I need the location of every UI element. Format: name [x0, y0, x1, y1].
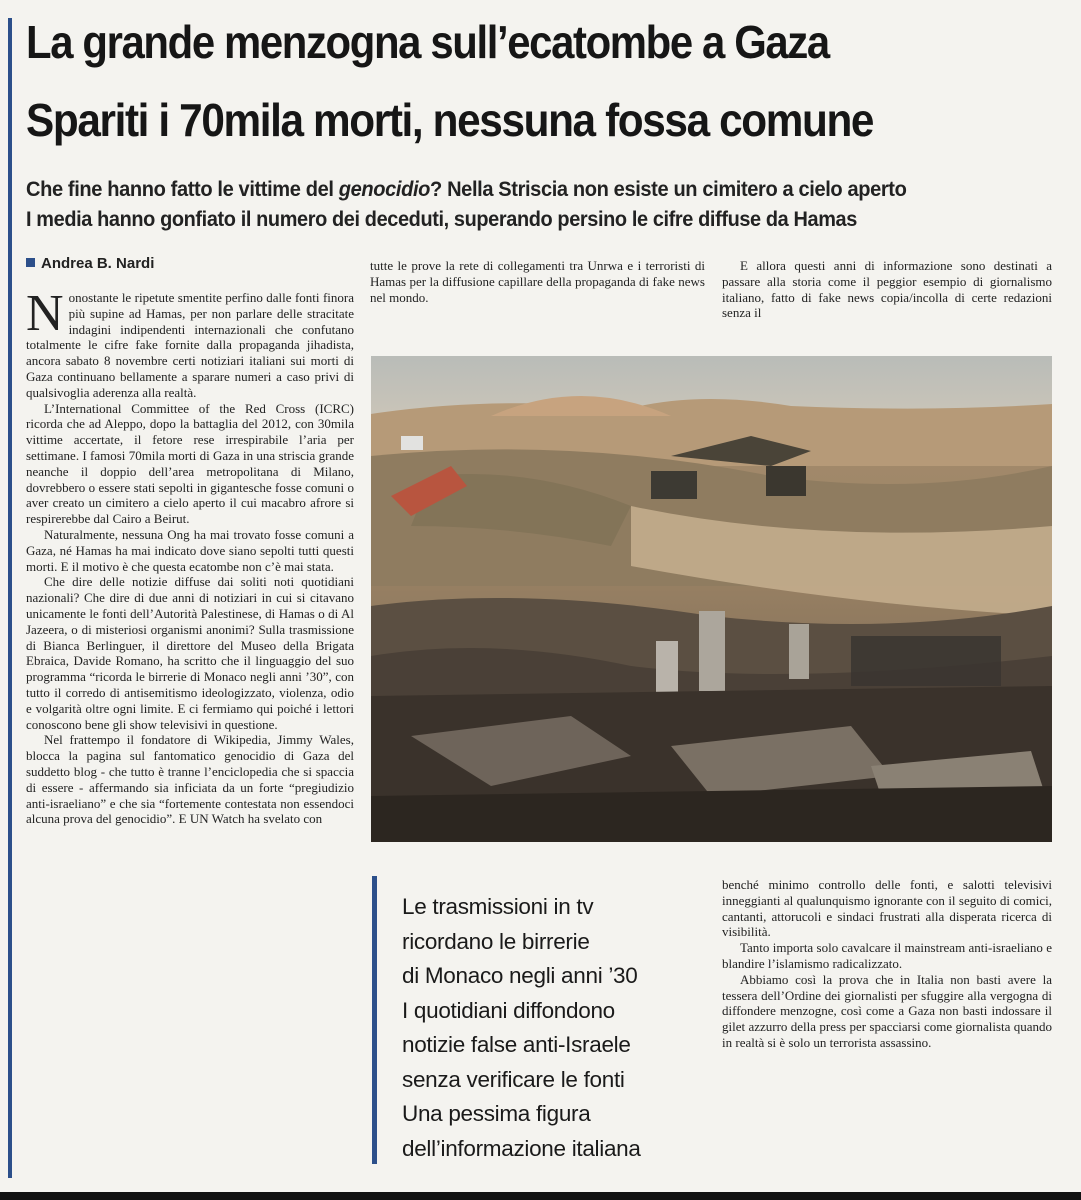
pullquote-line: Una pessima figura	[402, 1101, 591, 1126]
gaza-rubble-photo	[371, 356, 1052, 842]
article-paragraph: E allora questi anni di informazione sono destinati a passare alla storia come il peggior esempio di giornalismo italiano, fatto di fake news copia/incolla di certe redazioni senza il	[722, 258, 1052, 321]
author-name: Andrea B. Nardi	[41, 255, 155, 272]
headline-line-1: La grande menzogna sull’ecatombe a Gaza	[26, 16, 829, 68]
pullquote-line: ricordano le birrerie	[402, 928, 590, 954]
pullquote-line: dell’informazione italiana	[402, 1135, 641, 1161]
article-column-1	[26, 290, 354, 1160]
article-paragraph: Nonostante le ripetute smentite perfino dalle fonti finora più supine ad Hamas, per non parlare delle stracitate indagini indipendenti internazionali che confutano totalmente le cifre fake fornite dalla propaganda jihadista, ancora sabato 8 novembre certi notiziari italiani sui morti di Gaza continuano bellamente a sparare numeri a caso privi di qualsivoglia aderenza alla realtà.	[26, 290, 354, 400]
headline-line-2: Spariti i 70mila morti, nessuna fossa comune	[26, 94, 874, 146]
byline	[26, 255, 154, 272]
article-paragraph: benché minimo controllo delle fonti, e salotti televisivi inneggianti al qualunquismo ignorante con il seguito di comici, cantanti, attorucoli e sindaci frustrati alla disperata ricerca di visibilità.	[722, 877, 1052, 940]
subheadline-line-2: I media hanno gonfiato il numero dei deceduti, superando persino le cifre diffuse da Hamas	[26, 208, 857, 231]
pullquote	[402, 890, 720, 1166]
article-paragraph: Naturalmente, nessuna Ong ha mai trovato fosse comuni a Gaza, né Hamas ha mai indicato dove siano sepolti tutti questi morti. E il motivo è che questa ecatombe non c’è mai stata.	[26, 526, 354, 574]
left-accent-rule	[8, 18, 12, 1178]
byline-square-icon	[26, 258, 35, 267]
article-paragraph: tutte le prove la rete di collegamenti tra Unrwa e i terroristi di Hamas per la diffusione capillare della propaganda di fake news nel mondo.	[370, 258, 705, 305]
pullquote-line: I quotidiani diffondono	[402, 997, 615, 1023]
article-paragraph: Che dire delle notizie diffuse dai soliti noti quotidiani nazionali? Che dire di due anni di notiziari in cui si citavano unicamente le fonti dell’Autorità Palestinese, di Hamas o di Al Jazeera, o di misteriosi organismi anonimi? Sulla trasmissione di Bianca Berlinguer, il direttore del Museo della Brigata Ebraica, Davide Romano, ha scritto che il linguaggio del suo programma “ricorda le birrerie di Monaco negli anni ’30”, con tutto il corredo di antisemitismo ideologizzato, violenza, odio e volgarità oltre ogni limite. E ci fermiamo qui poiché i lettori conoscono bene gli show televisivi in questione.	[26, 574, 354, 732]
article-paragraph: L’International Committee of the Red Cross (ICRC) ricorda che ad Aleppo, dopo la battaglia del 2012, con 30mila vittime accertate, il fetore rese irrespirabile l’aria per settimane. I famosi 70mila morti di Gaza in una striscia grande neanche il doppio dell’area metropolitana di Milano, dovrebbero o essere stati sepolti in gigantesche fosse comuni o aver creato un cimitero a cielo aperto il cui macabro afrore si respirerebbe dal Cairo a Beirut.	[26, 400, 354, 527]
article-column-3	[722, 258, 1052, 338]
article-paragraph: Abbiamo così la prova che in Italia non basti avere la tessera dell’Ordine dei giornalisti per sfuggire alla vergogna di diffondere menzogne, così come a Gaza non basti indossare il gilet azzurro della press per spacciarsi come giornalista quando in realtà si è solo un terrorista assassino.	[722, 971, 1052, 1050]
page-bottom-bar	[0, 1192, 1081, 1200]
pullquote-line: di Monaco negli anni ’30	[402, 963, 638, 988]
article-paragraph: Nel frattempo il fondatore di Wikipedia, Jimmy Wales, blocca la pagina sul fantomatico genocidio di Gaza del suddetto blog - che tutto è tranne l’enciclopedia che si spaccia di essere - affermando sia inficiata da un forte “pregiudizio anti-israeliano” e che sia “fortemente contestata non essendoci alcuna prova del genocidio”. E UN Watch ha svelato con	[26, 732, 354, 827]
article-column-2	[370, 258, 705, 338]
drop-cap: N	[26, 290, 64, 342]
pullquote-accent-rule	[372, 876, 377, 1164]
pullquote-line: senza verificare le fonti	[402, 1066, 625, 1092]
article-column-4	[722, 877, 1052, 1167]
subheadline-emphasis: genocidio	[338, 178, 431, 201]
subheadline-line-1: Che fine hanno fatto le vittime del genocidio? Nella Striscia non esiste un cimitero a cielo aperto	[26, 178, 907, 201]
article-paragraph: Tanto importa solo cavalcare il mainstream anti-israeliano e blandire l’islamismo radicalizzato.	[722, 940, 1052, 971]
pullquote-line: notizie false anti-Israele	[402, 1032, 631, 1057]
pullquote-line: Le trasmissioni in tv	[402, 894, 594, 919]
